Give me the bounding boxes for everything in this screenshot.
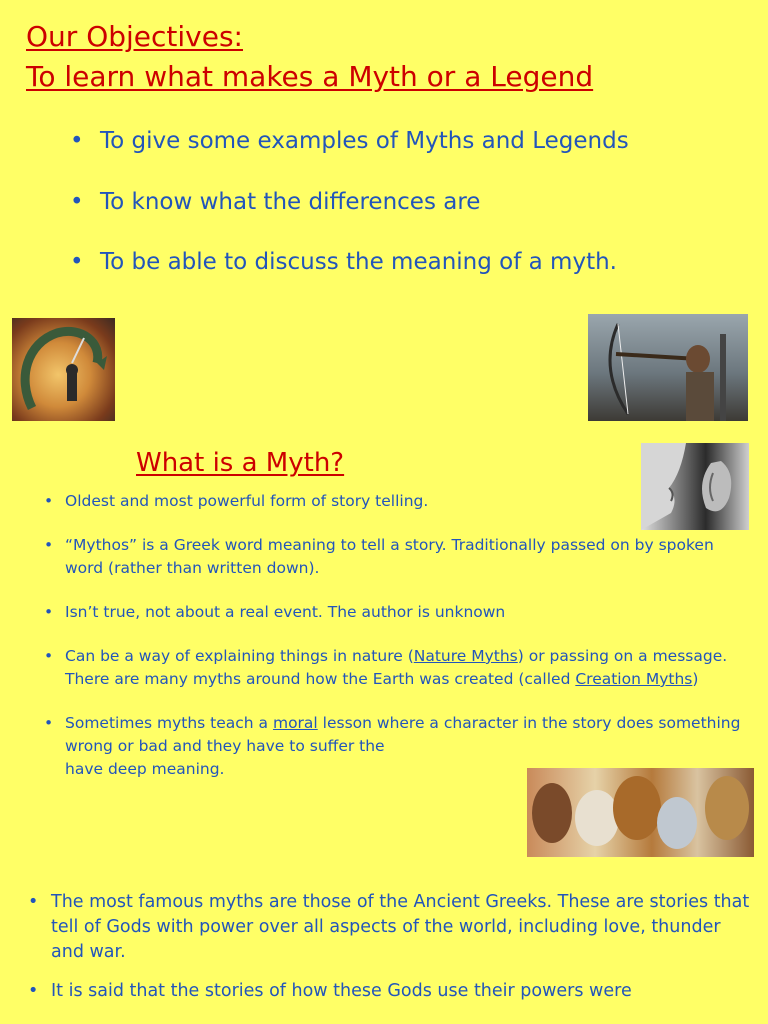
creation-myths-link[interactable]: Creation Myths	[575, 670, 693, 688]
objective-item: • To know what the differences are	[70, 189, 629, 217]
greek-myth-item: • It is said that the stories of how these Gods use their powers were	[24, 979, 754, 1004]
myth-item-text: lesson where a character in the story does something wrong or bad and they have to suffer the	[65, 714, 741, 755]
greek-myths-list	[24, 890, 754, 1018]
objectives-heading: Our Objectives:	[26, 20, 243, 53]
objectives-list	[70, 128, 629, 310]
dragon-image	[12, 318, 115, 421]
myth-item	[40, 712, 755, 781]
myth-item-text: Sometimes myths teach a	[65, 714, 273, 732]
myth-item	[40, 645, 755, 691]
objective-item: • To give some examples of Myths and Legends	[70, 128, 629, 156]
objective-item: • To be able to discuss the meaning of a myth.	[70, 249, 629, 277]
myth-item: • “Mythos” is a Greek word meaning to tell a story. Traditionally passed on by spoken word (rather than written down).	[40, 534, 755, 580]
myth-item-text: Can be a way of explaining things in nature (	[65, 647, 414, 665]
archer-image	[588, 314, 748, 421]
myth-item-text: ) or passing on a message. There are many myths around how the Earth was created (called	[65, 647, 728, 688]
objectives-subheading: To learn what makes a Myth or a Legend	[26, 60, 594, 93]
myth-list	[40, 490, 755, 802]
greek-myth-item: • The most famous myths are those of the Ancient Greeks. These are stories that tell of Gods with power over all aspects of the world, including love, thunder and war.	[24, 890, 754, 965]
myth-item-text: )	[692, 670, 699, 688]
myth-item: • Oldest and most powerful form of story telling.	[40, 490, 755, 513]
nature-myths-link[interactable]: Nature Myths	[413, 647, 518, 665]
moral-link[interactable]: moral	[272, 714, 318, 732]
myth-item-text: have deep meaning.	[65, 760, 225, 778]
myth-item: • Isn’t true, not about a real event. The author is unknown	[40, 601, 755, 624]
myth-section-title: What is a Myth?	[136, 448, 345, 478]
